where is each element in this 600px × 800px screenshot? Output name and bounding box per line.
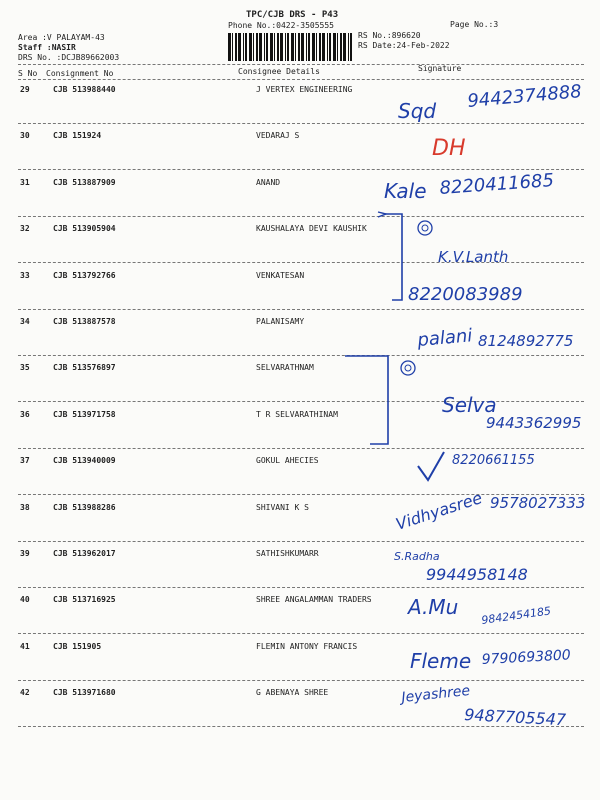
sig39-phone: 9944958148 — [426, 565, 528, 584]
row-consignment: CJB 151905 — [53, 642, 102, 651]
row-consignee: SATHISHKUMARR — [256, 549, 319, 558]
row-consignee: FLEMIN ANTONY FRANCIS — [256, 642, 358, 651]
table-row — [0, 131, 600, 151]
sig38-phone: 9578027333 — [490, 494, 586, 512]
drs-title: TPC/CJB DRS - P43 — [246, 10, 339, 20]
rs-number: RS No.:896620 — [358, 31, 421, 40]
table-row — [0, 410, 600, 430]
sig37-phone: 8220661155 — [452, 453, 535, 468]
row-divider — [18, 587, 584, 588]
table-row — [0, 363, 600, 383]
row-sno: 34 — [20, 317, 30, 326]
col-consignee: Consignee Details — [238, 67, 320, 76]
row-divider — [18, 262, 584, 263]
sig29-phone: 9442374888 — [466, 81, 583, 112]
sig42-phone: 9487705547 — [463, 705, 567, 730]
row-consignment: CJB 513887909 — [53, 178, 116, 187]
row-consignee: SHIVANI K S — [256, 503, 309, 512]
col-sno: S No — [18, 69, 38, 78]
table-row — [0, 642, 600, 662]
row-sno: 33 — [20, 271, 30, 280]
col-consignment: Consignment No — [46, 69, 114, 78]
table-row — [0, 85, 600, 105]
row-divider — [18, 541, 584, 542]
row-consignee: J VERTEX ENGINEERING — [256, 85, 353, 94]
row-consignment: CJB 513887578 — [53, 317, 116, 326]
row-consignment: CJB 513905904 — [53, 224, 116, 233]
row-consignee: ANAND — [256, 178, 281, 187]
row-consignee: T R SELVARATHINAM — [256, 410, 338, 419]
table-row — [0, 271, 600, 291]
table-row — [0, 595, 600, 615]
page-number: Page No.:3 — [450, 20, 499, 29]
table-row — [0, 503, 600, 523]
row-divider — [18, 494, 584, 495]
sig34-name: palani — [416, 325, 474, 351]
row-sno: 35 — [20, 363, 30, 372]
sig41-phone: 9790693800 — [481, 647, 572, 668]
row-divider — [18, 726, 584, 727]
row-consignee: SELVARATHNAM — [256, 363, 314, 372]
row-sno: 39 — [20, 549, 30, 558]
row-divider — [18, 309, 584, 310]
rs-date: RS Date:24-Feb-2022 — [358, 41, 450, 50]
sig31-name: Kale — [384, 179, 427, 203]
row-sno: 32 — [20, 224, 30, 233]
row-consignee: VENKATESAN — [256, 271, 305, 280]
table-row — [0, 456, 600, 476]
row-sno: 40 — [20, 595, 30, 604]
row-consignment: CJB 513988440 — [53, 85, 116, 94]
sig29-name: Sqd — [398, 99, 437, 123]
sig40-phone: 9842454185 — [480, 604, 552, 627]
row-consignee: GOKUL AHECIES — [256, 456, 319, 465]
table-row — [0, 224, 600, 244]
col-signature: Signature — [418, 64, 462, 73]
sig34-phone: 8124892775 — [478, 332, 574, 350]
sig31-phone: 8220411685 — [438, 170, 555, 199]
row-divider — [18, 401, 584, 402]
barcode — [228, 33, 353, 61]
header-divider — [18, 64, 584, 65]
row-divider — [18, 216, 584, 217]
row-divider — [18, 355, 584, 356]
sig42-name: Jeyashree — [400, 682, 471, 706]
table-row — [0, 688, 600, 708]
row-divider — [18, 123, 584, 124]
sig41-name: Fleme — [410, 649, 472, 673]
row-sno: 31 — [20, 178, 30, 187]
row-consignment: CJB 513971758 — [53, 410, 116, 419]
row-sno: 30 — [20, 131, 30, 140]
drs-number: DRS No. :DCJB89662003 — [18, 53, 120, 62]
table-row — [0, 317, 600, 337]
row-consignment: CJB 513792766 — [53, 271, 116, 280]
row-consignee: PALANISAMY — [256, 317, 305, 326]
row-sno: 36 — [20, 410, 30, 419]
row-consignment: CJB 513940009 — [53, 456, 116, 465]
row-sno: 41 — [20, 642, 30, 651]
sig33-phone: 8220083989 — [408, 284, 523, 305]
row-divider — [18, 448, 584, 449]
column-divider — [18, 79, 584, 80]
phone-number: Phone No.:0422-3505555 — [228, 21, 334, 30]
row-consignee: VEDARAJ S — [256, 131, 300, 140]
row-consignment: CJB 513962017 — [53, 549, 116, 558]
sig39-name: S.Radha — [394, 550, 440, 563]
row-consignment: CJB 513576897 — [53, 363, 116, 372]
row-consignment: CJB 151924 — [53, 131, 102, 140]
staff-label: Staff :NASIR — [18, 43, 76, 52]
row-consignment: CJB 513716925 — [53, 595, 116, 604]
row-consignee: SHREE ANGALAMMAN TRADERS — [256, 595, 372, 604]
row-divider — [18, 680, 584, 681]
sig36-name: Selva — [442, 393, 497, 417]
row-consignment: CJB 513971680 — [53, 688, 116, 697]
row-consignee: KAUSHALAYA DEVI KAUSHIK — [256, 224, 367, 233]
sig32-text: K.V.Lanth — [438, 248, 509, 266]
row-sno: 38 — [20, 503, 30, 512]
row-divider — [18, 169, 584, 170]
row-divider — [18, 633, 584, 634]
table-row — [0, 178, 600, 198]
sig36-phone: 9443362995 — [486, 414, 582, 432]
row-sno: 42 — [20, 688, 30, 697]
row-sno: 37 — [20, 456, 30, 465]
row-consignee: G ABENAYA SHREE — [256, 688, 329, 697]
row-sno: 29 — [20, 85, 30, 94]
sig30-stamp: DH — [432, 136, 466, 161]
row-consignment: CJB 513988286 — [53, 503, 116, 512]
sig38-name: Vidhyasree — [393, 488, 485, 534]
area-label: Area :V PALAYAM-43 — [18, 33, 105, 42]
table-row — [0, 549, 600, 569]
sig40-name: A.Mu — [408, 595, 459, 619]
